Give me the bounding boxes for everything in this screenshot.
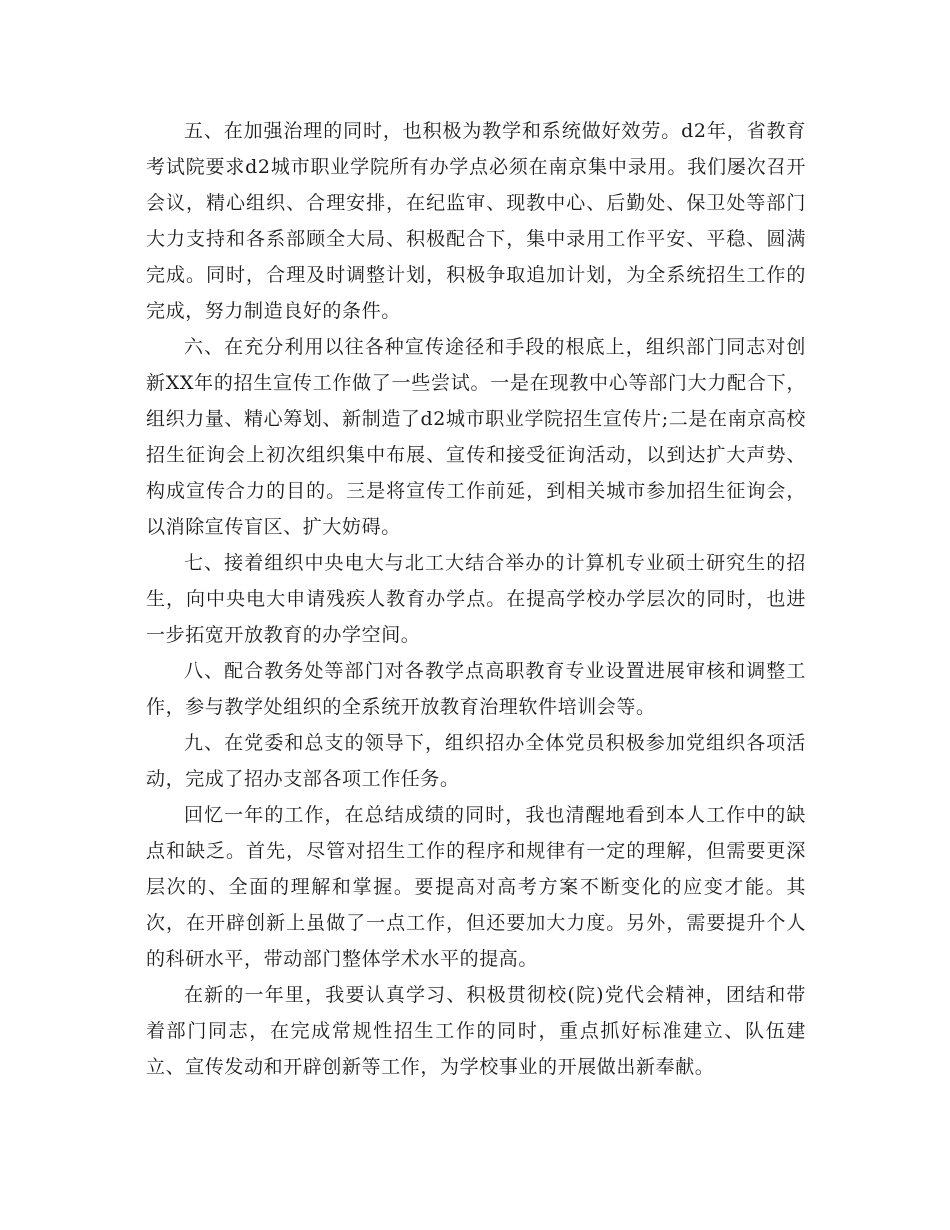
paragraph-eight: 八、配合教务处等部门对各教学点高职教育专业设置进展审核和调整工作，参与教学处组织的全系统开放教育治理软件培训会等。	[146, 660, 806, 718]
paragraph-new-year: 在新的一年里，我要认真学习、积极贯彻校(院)党代会精神，团结和带着部门同志，在完成常规性招生工作的同时，重点抓好标准建立、队伍建立、宣传发动和开辟创新等工作，为学校事业的开展做出新奉献。	[146, 984, 806, 1078]
document-body	[146, 113, 806, 1085]
paragraph-seven: 七、接着组织中央电大与北工大结合举办的计算机专业硕士研究生的招生，向中央电大申请残疾人教育办学点。在提高学校办学层次的同时，也进一步拓宽开放教育的办学空间。	[146, 552, 806, 646]
paragraph-five: 五、在加强治理的同时，也积极为教学和系统做好效劳。d2年，省教育考试院要求d2城市职业学院所有办学点必须在南京集中录用。我们屡次召开会议，精心组织、合理安排，在纪监审、现教中心、后勤处、保卫处等部门大力支持和各系部顾全大局、积极配合下，集中录用工作平安、平稳、圆满完成。同时，合理及时调整计划，积极争取追加计划，为全系统招生工作的完成，努力制造良好的条件。	[146, 120, 806, 322]
paragraph-nine: 九、在党委和总支的领导下，组织招办全体党员积极参加党组织各项活动，完成了招办支部各项工作任务。	[146, 732, 806, 790]
paragraph-review: 回忆一年的工作，在总结成绩的同时，我也清醒地看到本人工作中的缺点和缺乏。首先，尽管对招生工作的程序和规律有一定的理解，但需要更深层次的、全面的理解和掌握。要提高对高考方案不断变化的应变才能。其次，在开辟创新上虽做了一点工作，但还要加大力度。另外，需要提升个人的科研水平，带动部门整体学术水平的提高。	[146, 804, 806, 970]
paragraph-six: 六、在充分利用以往各种宣传途径和手段的根底上，组织部门同志对创新XX年的招生宣传工作做了一些尝试。一是在现教中心等部门大力配合下，组织力量、精心筹划、新制造了d2城市职业学院招生宣传片;二是在南京高校招生征询会上初次组织集中布展、宣传和接受征询活动，以到达扩大声势、构成宣传合力的目的。三是将宣传工作前延，到相关城市参加招生征询会，以消除宣传盲区、扩大妨碍。	[146, 336, 806, 538]
